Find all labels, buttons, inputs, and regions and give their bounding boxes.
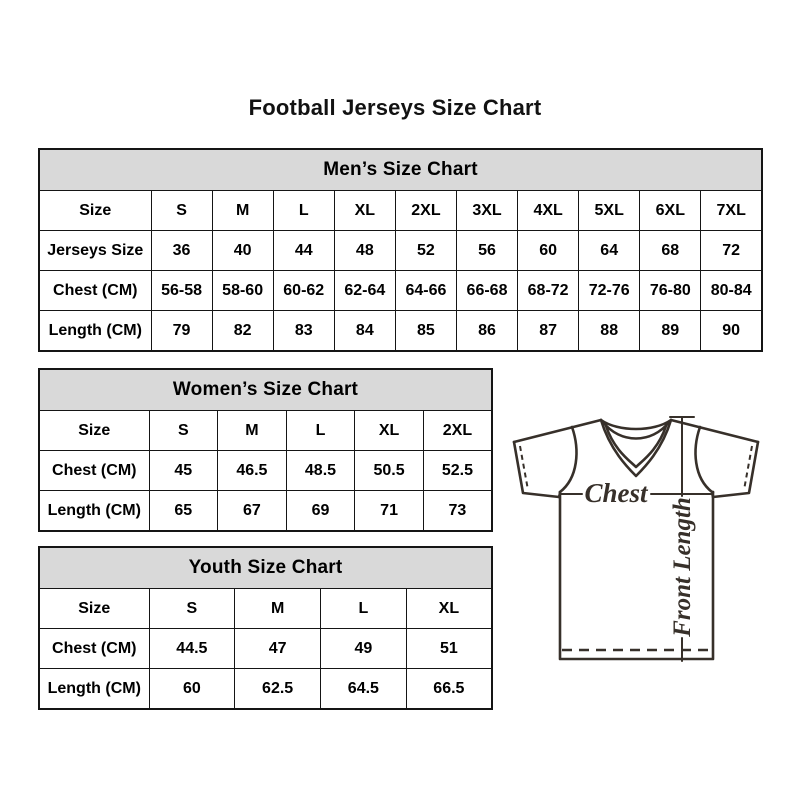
table-row bbox=[39, 191, 762, 231]
table-cell: 82 bbox=[212, 311, 273, 352]
table-cell: 64.5 bbox=[321, 669, 407, 710]
table-cell: 56 bbox=[456, 231, 517, 271]
row-label: Chest (CM) bbox=[39, 271, 151, 311]
table-cell: 76-80 bbox=[640, 271, 701, 311]
table-cell: 44.5 bbox=[149, 629, 235, 669]
chest-label: Chest bbox=[584, 478, 648, 508]
table-cell: 60-62 bbox=[273, 271, 334, 311]
table-cell: 67 bbox=[218, 491, 287, 532]
table-title: Women’s Size Chart bbox=[39, 369, 492, 411]
table-row bbox=[39, 669, 492, 710]
table-cell: 72 bbox=[701, 231, 762, 271]
front-length-label: Front Length bbox=[669, 497, 696, 637]
table-cell: 90 bbox=[701, 311, 762, 352]
table-title: Men’s Size Chart bbox=[39, 149, 762, 191]
table-row bbox=[39, 629, 492, 669]
jersey-outline bbox=[514, 420, 758, 659]
table-cell: 79 bbox=[151, 311, 212, 352]
table-cell: 36 bbox=[151, 231, 212, 271]
row-label: Size bbox=[39, 411, 149, 451]
table-cell: 62.5 bbox=[235, 669, 321, 710]
table-cell: 58-60 bbox=[212, 271, 273, 311]
table-row bbox=[39, 411, 492, 451]
table-cell: 88 bbox=[579, 311, 640, 352]
table-cell: 86 bbox=[456, 311, 517, 352]
womens-size-table bbox=[38, 368, 493, 532]
column-header: M bbox=[218, 411, 287, 451]
row-label: Size bbox=[39, 191, 151, 231]
column-header: 4XL bbox=[518, 191, 579, 231]
column-header: L bbox=[273, 191, 334, 231]
page-title: Football Jerseys Size Chart bbox=[248, 95, 542, 120]
table-cell: 89 bbox=[640, 311, 701, 352]
column-header: 2XL bbox=[423, 411, 492, 451]
table-row bbox=[39, 231, 762, 271]
table-cell: 72-76 bbox=[579, 271, 640, 311]
row-label: Length (CM) bbox=[39, 491, 149, 532]
table-cell: 52.5 bbox=[423, 451, 492, 491]
table-cell: 65 bbox=[149, 491, 218, 532]
table-cell: 49 bbox=[321, 629, 407, 669]
table-cell: 47 bbox=[235, 629, 321, 669]
column-header: S bbox=[151, 191, 212, 231]
column-header: 5XL bbox=[579, 191, 640, 231]
table-cell: 62-64 bbox=[334, 271, 395, 311]
table-cell: 52 bbox=[395, 231, 456, 271]
table-cell: 51 bbox=[406, 629, 492, 669]
table-cell: 80-84 bbox=[701, 271, 762, 311]
table-cell: 87 bbox=[518, 311, 579, 352]
column-header: M bbox=[212, 191, 273, 231]
table-row bbox=[39, 451, 492, 491]
table-cell: 60 bbox=[149, 669, 235, 710]
column-header: L bbox=[286, 411, 355, 451]
table-cell: 48 bbox=[334, 231, 395, 271]
table-row bbox=[39, 311, 762, 352]
table-cell: 46.5 bbox=[218, 451, 287, 491]
table-title: Youth Size Chart bbox=[39, 547, 492, 589]
youth-size-table bbox=[38, 546, 493, 710]
column-header: S bbox=[149, 411, 218, 451]
table-cell: 48.5 bbox=[286, 451, 355, 491]
column-header: S bbox=[149, 589, 235, 629]
table-cell: 83 bbox=[273, 311, 334, 352]
table-cell: 69 bbox=[286, 491, 355, 532]
column-header: M bbox=[235, 589, 321, 629]
table-cell: 50.5 bbox=[355, 451, 424, 491]
column-header: 6XL bbox=[640, 191, 701, 231]
row-label: Length (CM) bbox=[39, 669, 149, 710]
row-label: Chest (CM) bbox=[39, 629, 149, 669]
table-row bbox=[39, 271, 762, 311]
table-cell: 64-66 bbox=[395, 271, 456, 311]
table-cell: 60 bbox=[518, 231, 579, 271]
row-label: Length (CM) bbox=[39, 311, 151, 352]
column-header: XL bbox=[355, 411, 424, 451]
table-row bbox=[39, 491, 492, 532]
table-cell: 68 bbox=[640, 231, 701, 271]
table-cell: 66.5 bbox=[406, 669, 492, 710]
row-label: Jerseys Size bbox=[39, 231, 151, 271]
column-header: XL bbox=[334, 191, 395, 231]
column-header: XL bbox=[406, 589, 492, 629]
table-cell: 40 bbox=[212, 231, 273, 271]
table-row bbox=[39, 589, 492, 629]
table-cell: 66-68 bbox=[456, 271, 517, 311]
column-header: 7XL bbox=[701, 191, 762, 231]
mens-size-table bbox=[38, 148, 763, 352]
row-label: Size bbox=[39, 589, 149, 629]
table-cell: 64 bbox=[579, 231, 640, 271]
table-cell: 45 bbox=[149, 451, 218, 491]
jersey-measurement-diagram bbox=[498, 400, 774, 668]
column-header: 3XL bbox=[456, 191, 517, 231]
column-header: L bbox=[321, 589, 407, 629]
table-cell: 68-72 bbox=[518, 271, 579, 311]
table-cell: 44 bbox=[273, 231, 334, 271]
table-cell: 84 bbox=[334, 311, 395, 352]
table-cell: 73 bbox=[423, 491, 492, 532]
table-cell: 71 bbox=[355, 491, 424, 532]
column-header: 2XL bbox=[395, 191, 456, 231]
table-cell: 85 bbox=[395, 311, 456, 352]
table-cell: 56-58 bbox=[151, 271, 212, 311]
row-label: Chest (CM) bbox=[39, 451, 149, 491]
